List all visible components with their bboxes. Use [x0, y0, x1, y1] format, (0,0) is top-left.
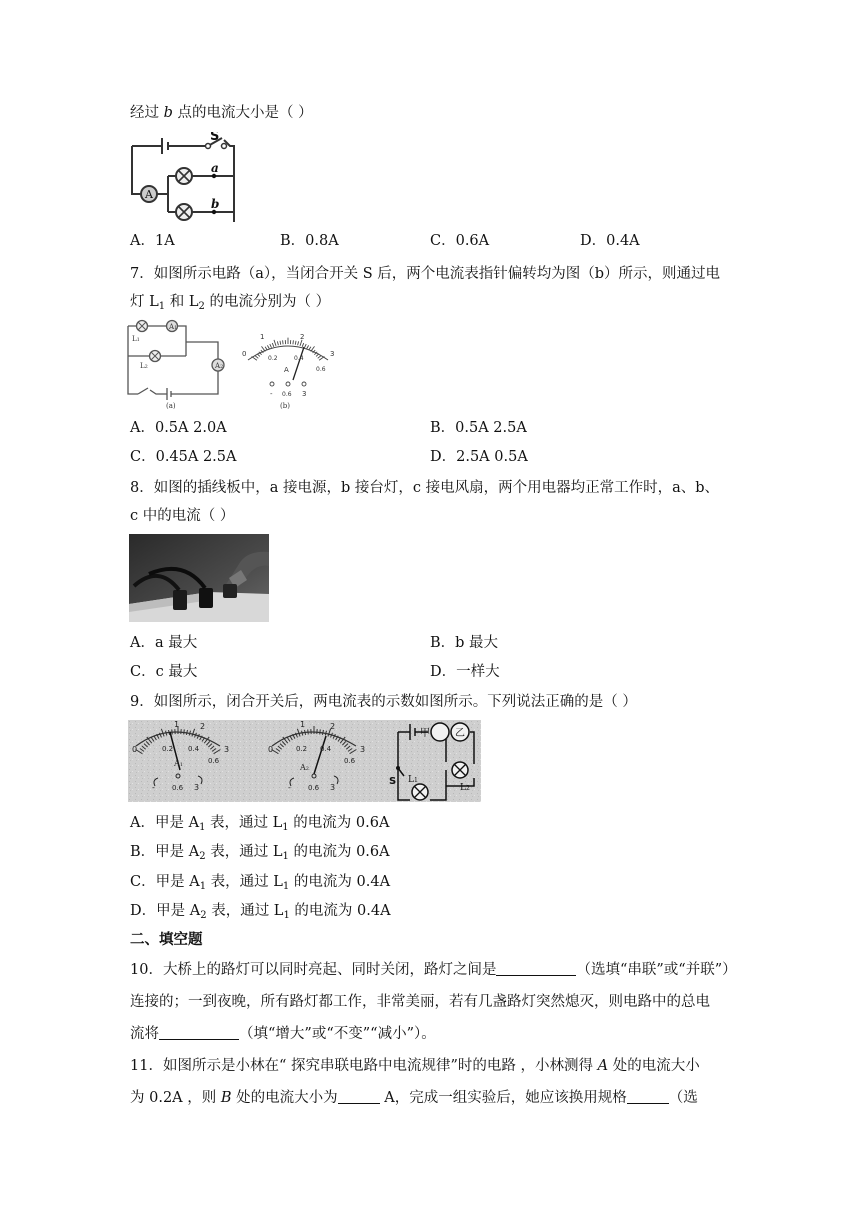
q6-stem: 经过 b 点的电流大小是（ ）	[130, 105, 313, 121]
svg-text:3: 3	[302, 390, 307, 398]
svg-text:0.6: 0.6	[344, 757, 356, 765]
svg-text:A1: A1	[174, 759, 183, 768]
svg-text:0.4: 0.4	[294, 355, 304, 362]
q6-switch-label: S	[210, 132, 220, 144]
q7-a1-label: A	[169, 323, 175, 331]
svg-text:0.6: 0.6	[208, 757, 220, 765]
svg-text:0.6: 0.6	[282, 391, 292, 398]
q8-stem-line1: 8．如图的插线板中，a 接电源，b 接台灯，c 接电风扇，两个用电器均正常工作时，a、b、	[130, 480, 720, 496]
svg-text:1: 1	[300, 720, 306, 729]
q8-stem-line2: c 中的电流（ ）	[130, 508, 235, 524]
q7-stem-line2: 灯 $L_1$ 和 $L_2$ 的电流分别为（ ）	[130, 294, 331, 312]
section-heading-fill-blank: 二、填空题	[130, 932, 203, 948]
svg-text:A1: A1	[169, 323, 178, 331]
svg-text:L1: L1	[132, 335, 140, 343]
q9-a2-label: A	[300, 763, 306, 772]
q9-option-d[interactable]: D．甲是 $A_2$ 表，通过 $L_1$ 的电流为 0.4A	[130, 903, 391, 921]
svg-text:A2: A2	[215, 362, 224, 370]
q9-switch-label: S	[389, 776, 397, 787]
q9-option-a[interactable]: A．甲是 $A_1$ 表，通过 $L_1$ 的电流为 0.6A	[130, 815, 390, 833]
q10-line1: 10．大桥上的路灯可以同时亮起、同时关闭，路灯之间是 （选填“串联”或“并联”）	[130, 962, 737, 978]
q7-option-d[interactable]: D．2.5A 0.5A	[430, 449, 528, 465]
q7-stem-line1: 7．如图所示电路（a），当闭合开关 S 后，两个电流表指针偏转均为图（b）所示，则通过电	[130, 266, 721, 282]
svg-text:3: 3	[330, 783, 336, 792]
svg-text:0.2: 0.2	[268, 355, 278, 362]
svg-text:A2: A2	[300, 763, 309, 772]
svg-text:0.6: 0.6	[172, 784, 184, 792]
q8-option-b[interactable]: B．b 最大	[430, 635, 499, 651]
svg-text:-: -	[288, 783, 291, 792]
q6-point-b-label: b	[211, 197, 220, 211]
svg-text:0: 0	[242, 350, 247, 358]
svg-text:L2: L2	[140, 362, 148, 370]
q9-option-c[interactable]: C．甲是 $A_1$ 表，通过 $L_1$ 的电流为 0.4A	[130, 874, 391, 892]
q6-point-a-label: a	[211, 161, 219, 175]
svg-text:0.4: 0.4	[320, 745, 332, 753]
svg-text:0.2: 0.2	[162, 745, 174, 753]
svg-text:2: 2	[300, 333, 305, 341]
q11-blank-1[interactable]	[338, 1089, 380, 1104]
q6-option-b[interactable]: B．0.8A	[280, 233, 339, 249]
q8-option-c[interactable]: C．c 最大	[130, 664, 198, 680]
q7-option-b[interactable]: B．0.5A 2.5A	[430, 420, 527, 436]
svg-text:0: 0	[268, 745, 274, 754]
q6-ammeter-label: A	[145, 188, 153, 201]
q7-l1-label: L	[132, 335, 137, 343]
q7-a2-label: A	[215, 362, 221, 370]
q9-l2-label: L	[460, 783, 466, 793]
q7-caption-b: (b)	[280, 402, 290, 410]
q9-jia-label: 甲	[420, 728, 430, 739]
q8-power-strip-photo	[129, 534, 269, 622]
svg-text:-: -	[152, 783, 155, 792]
svg-text:3: 3	[330, 350, 335, 358]
svg-text:0: 0	[132, 745, 138, 754]
q9-yi-label: 乙	[455, 728, 465, 739]
q11-line1: 11．如图所示是小林在“ 探究串联电路中电流规律”时的电路 ，小林测得 A 处的电流大小	[130, 1058, 700, 1074]
q7-ammeter-dial-figure	[238, 330, 338, 410]
q11-line2: 为 0.2A ，则 B 处的电流大小为 A，完成一组实验后，她应该换用规格 （选	[130, 1090, 698, 1106]
svg-text:3: 3	[224, 745, 230, 754]
q9-stem: 9．如图所示，闭合开关后，两电流表的示数如图所示。下列说法正确的是（ ）	[130, 694, 637, 710]
q6-option-a[interactable]: A．1A	[130, 233, 175, 249]
q7-caption-a: (a)	[166, 402, 176, 410]
q10-blank-1[interactable]	[496, 961, 576, 976]
svg-text:A: A	[284, 366, 289, 374]
q9-meters-circuit-figure	[128, 720, 481, 802]
svg-text:-: -	[270, 390, 273, 398]
q6-circuit-figure	[128, 132, 240, 222]
q8-option-d[interactable]: D．一样大	[430, 664, 500, 680]
q10-line2: 连接的；一到夜晚，所有路灯都工作，非常美丽，若有几盏路灯突然熄灭，则电路中的总电	[130, 994, 710, 1010]
svg-text:L1: L1	[408, 775, 418, 785]
q8-option-a[interactable]: A．a 最大	[130, 635, 198, 651]
svg-text:3: 3	[360, 745, 366, 754]
q7-option-a[interactable]: A．0.5A 2.0A	[130, 420, 227, 436]
svg-text:0.6: 0.6	[308, 784, 320, 792]
svg-text:1: 1	[174, 720, 180, 729]
q6-option-c[interactable]: C．0.6A	[430, 233, 490, 249]
svg-text:0.2: 0.2	[296, 745, 308, 753]
q9-option-b[interactable]: B．甲是 $A_2$ 表，通过 $L_1$ 的电流为 0.6A	[130, 844, 390, 862]
svg-text:2: 2	[200, 722, 206, 731]
q10-blank-2[interactable]	[159, 1025, 239, 1040]
q6-option-d[interactable]: D．0.4A	[580, 233, 640, 249]
svg-text:1: 1	[260, 333, 265, 341]
svg-text:0.6: 0.6	[316, 366, 326, 373]
svg-text:0.4: 0.4	[188, 745, 200, 753]
q7-circuit-a-figure	[124, 318, 232, 410]
q7-option-c[interactable]: C．0.45A 2.5A	[130, 449, 237, 465]
q9-a1-label: A	[174, 759, 180, 768]
svg-text:2: 2	[330, 722, 336, 731]
svg-text:3: 3	[194, 783, 200, 792]
q9-l1-label: L	[408, 775, 414, 785]
q7-l2-label: L	[140, 362, 145, 370]
q11-blank-2[interactable]	[627, 1089, 669, 1104]
svg-text:L2: L2	[460, 783, 470, 793]
q10-line3: 流将 （填“增大”或“不变”“减小”）。	[130, 1026, 436, 1042]
